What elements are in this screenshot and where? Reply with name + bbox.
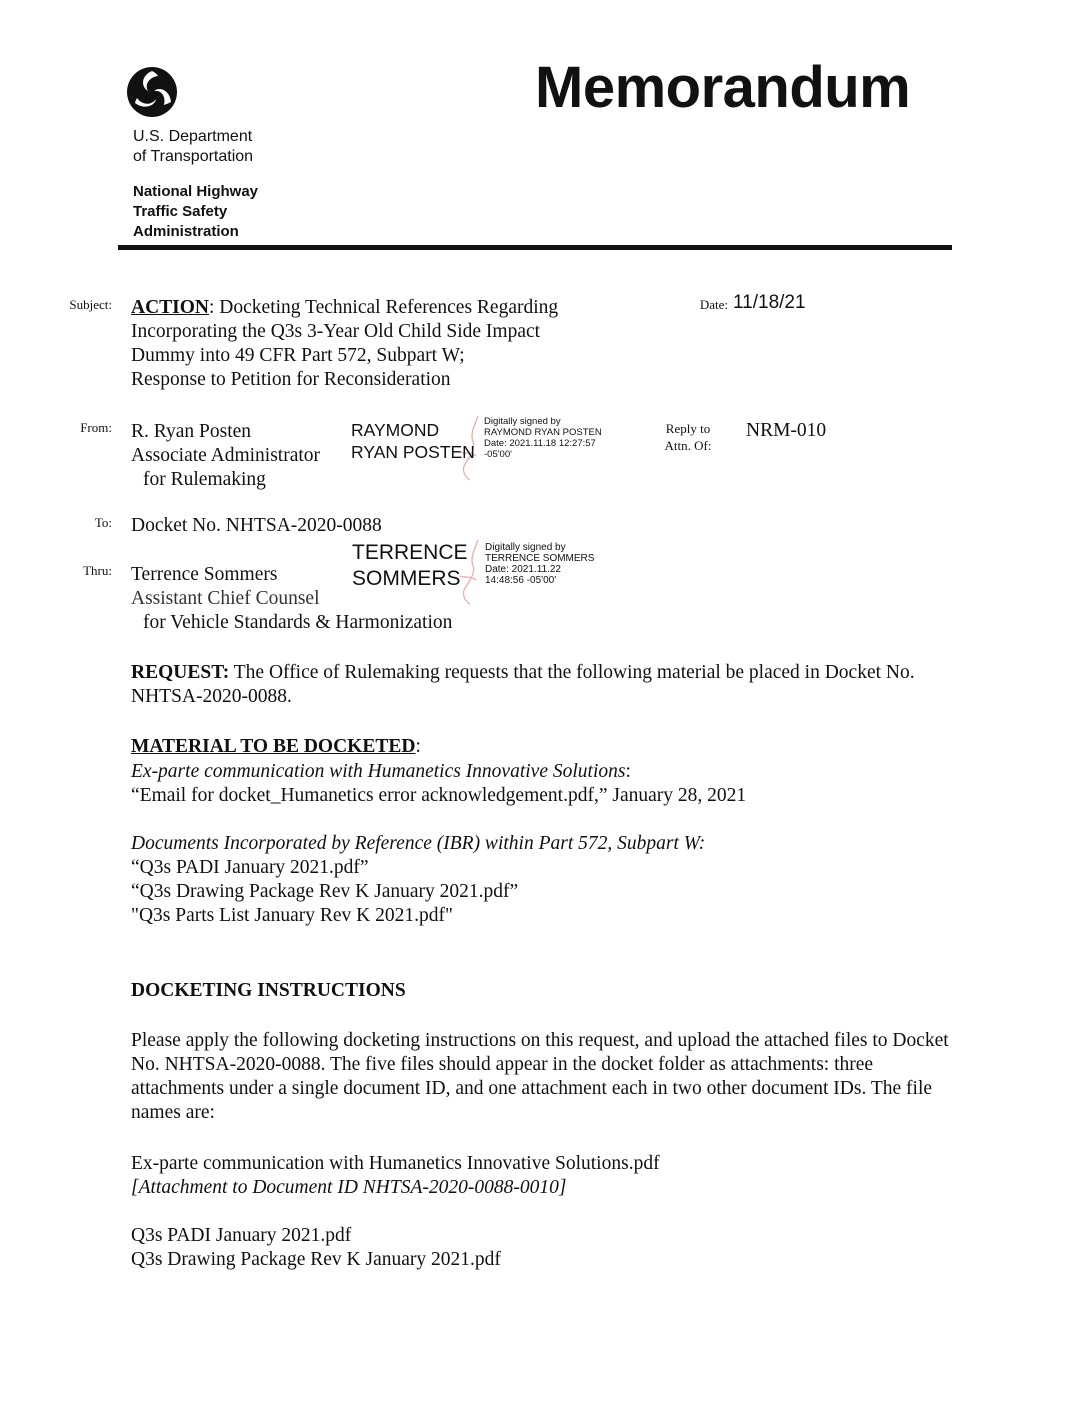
- file-note: [Attachment to Document ID NHTSA-2020-0088-0010]: [131, 1177, 567, 1198]
- agency-line: Traffic Safety: [133, 203, 228, 220]
- subject-line: Incorporating the Q3s 3-Year Old Child Side Impact: [131, 321, 541, 342]
- file-name: Q3s PADI January 2021.pdf: [131, 1225, 352, 1246]
- to-label: To:: [94, 515, 112, 530]
- subject-label: Subject:: [69, 297, 112, 312]
- thru-line: for Vehicle Standards & Harmonization: [143, 612, 453, 633]
- dept-line: of Transportation: [133, 148, 254, 165]
- agency-line: Administration: [133, 223, 239, 240]
- page-title: Memorandum: [535, 55, 911, 120]
- signature-name: [352, 540, 468, 592]
- signature-name-line: TERRENCE: [352, 541, 468, 564]
- signature-name-line: RAYMOND: [351, 420, 440, 440]
- signature-detail-line: 14:48:56 -05'00': [485, 575, 557, 586]
- ibr-heading: Documents Incorporated by Reference (IBR) within Part 572, Subpart W:: [131, 833, 706, 854]
- subject-line: Response to Petition for Reconsideration: [131, 369, 451, 390]
- subject-rest: : Docketing Technical References Regarding: [209, 297, 559, 318]
- instructions-heading: DOCKETING INSTRUCTIONS: [131, 980, 406, 1001]
- date-value: 11/18/21: [733, 292, 806, 313]
- request-paragraph: [131, 661, 961, 709]
- ibr-item: "Q3s Parts List January Rev K 2021.pdf": [131, 905, 453, 926]
- subject-line: [131, 296, 631, 320]
- subject-text: [131, 296, 631, 392]
- thru-label: Thru:: [83, 563, 112, 578]
- dot-triskelion-logo-icon: [126, 66, 178, 118]
- from-line: R. Ryan Posten: [131, 421, 252, 442]
- agency-line: National Highway: [133, 183, 259, 200]
- signature-detail-line: Digitally signed by: [484, 416, 561, 427]
- header-divider: [118, 245, 952, 250]
- signature-detail: [485, 542, 594, 586]
- signature-detail-line: RAYMOND RYAN POSTEN: [484, 427, 602, 438]
- signature-detail: [484, 416, 602, 460]
- thru-line: Terrence Sommers: [131, 564, 278, 585]
- reply-value: NRM-010: [746, 420, 827, 441]
- instructions-paragraph: Please apply the following docketing instructions on this request, and upload the attached files to Docket No. NHTSA-2020-0088. The five files should appear in the docket folder as attachments: three attachments under a single document ID, and one attachment each in two other document IDs. The file names are:: [131, 1030, 949, 1123]
- signature-name: [351, 419, 475, 463]
- ibr-item: “Q3s Drawing Package Rev K January 2021.pdf”: [131, 881, 519, 902]
- to-value: Docket No. NHTSA-2020-0088: [131, 515, 382, 536]
- material-heading: [131, 735, 421, 759]
- from-line: for Rulemaking: [143, 469, 266, 490]
- material-sub: [131, 760, 746, 784]
- subject-action: ACTION: [131, 297, 210, 318]
- dept-line: U.S. Department: [133, 128, 253, 145]
- signature-detail-line: Digitally signed by: [485, 542, 566, 553]
- reply-label-line: Reply to: [665, 421, 711, 436]
- date-label: Date:: [699, 297, 728, 312]
- signature-detail-line: Date: 2021.11.22: [485, 564, 561, 575]
- material-item: “Email for docket_Humanetics error acknowledgement.pdf,” January 28, 2021: [131, 785, 747, 806]
- file-group: [131, 1152, 660, 1200]
- file-name: Q3s Drawing Package Rev K January 2021.pdf: [131, 1249, 501, 1270]
- material-sub-colon: :: [625, 761, 631, 782]
- subject-line: Dummy into 49 CFR Part 572, Subpart W;: [131, 345, 465, 366]
- material-block: [131, 760, 746, 808]
- material-heading-text: MATERIAL TO BE DOCKETED: [131, 736, 416, 757]
- material-heading-colon: :: [415, 736, 421, 757]
- ibr-item: “Q3s PADI January 2021.pdf”: [131, 857, 369, 878]
- thru-line: Assistant Chief Counsel: [131, 588, 320, 609]
- reply-label: [648, 420, 728, 454]
- request-label: REQUEST:: [131, 662, 230, 683]
- file-name: Ex-parte communication with Humanetics Innovative Solutions.pdf: [131, 1153, 660, 1174]
- signature-detail-line: Date: 2021.11.18 12:27:57: [484, 438, 596, 449]
- request-text: The Office of Rulemaking requests that the following material be placed in Docket No. NHTSA-2020-0088.: [131, 662, 915, 707]
- agency-name: [133, 182, 258, 242]
- from-block: [131, 420, 320, 492]
- file-group: [131, 1224, 501, 1272]
- signature-name-line: SOMMERS: [352, 567, 461, 590]
- signature-detail-line: TERRENCE SOMMERS: [485, 553, 595, 564]
- reply-label-line: Attn. Of:: [664, 438, 712, 453]
- from-label: From:: [80, 420, 112, 435]
- ibr-block: [131, 832, 705, 928]
- from-line: Associate Administrator: [131, 445, 321, 466]
- signature-detail-line: -05'00': [484, 449, 512, 460]
- department-name: [133, 127, 253, 167]
- signature-name-line: RYAN POSTEN: [351, 442, 475, 462]
- material-sub-text: Ex-parte communication with Humanetics Innovative Solutions: [131, 761, 626, 782]
